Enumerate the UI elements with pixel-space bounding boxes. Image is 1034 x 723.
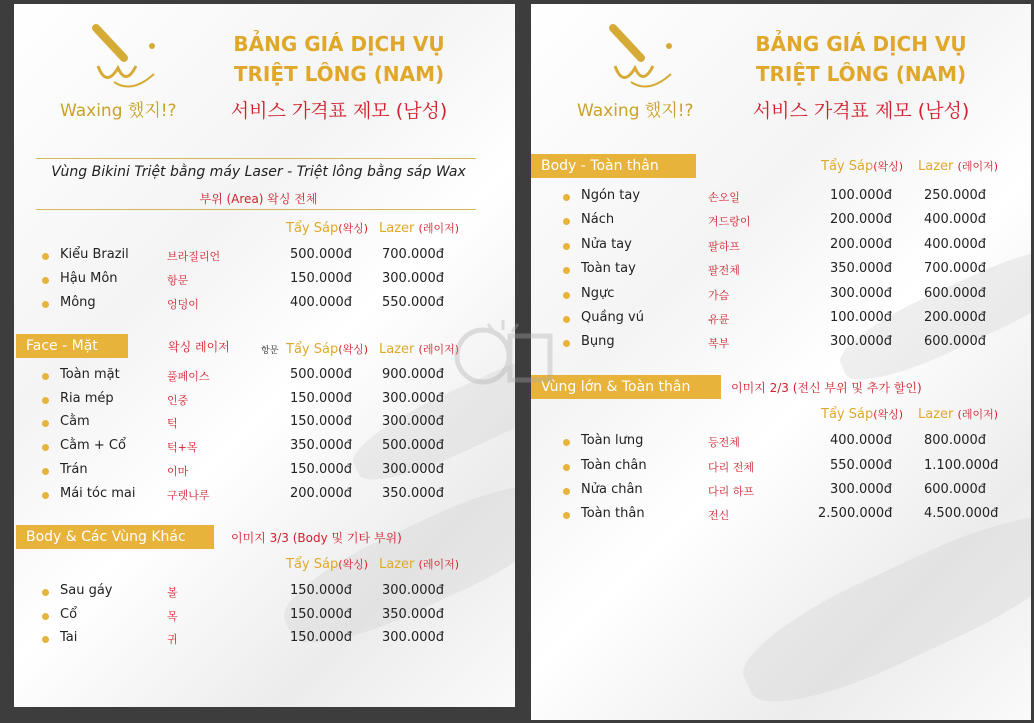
price-sheet-left <box>14 4 515 707</box>
list-item: Mái tóc mai 구렛나루 200.000đ 350.000đ <box>42 486 472 506</box>
list-item: Toàn mặt 풀페이스 500.000đ 900.000đ <box>42 367 472 387</box>
list-item: Ngón tay 손오일 100.000đ 250.000đ <box>563 188 1003 208</box>
list-item: Ria mép 인중 150.000đ 300.000đ <box>42 391 472 411</box>
laser-column-header: Lazer (레이저) <box>379 221 459 236</box>
page-subtitle: TRIỆT LÔNG (NAM) <box>755 62 967 86</box>
list-item: Trán 이마 150.000đ 300.000đ <box>42 462 472 482</box>
bullet-icon <box>42 613 49 620</box>
divider <box>36 158 476 159</box>
bullet-icon <box>42 301 49 308</box>
wax-spatula-icon <box>84 22 174 92</box>
list-item: Toàn thân 전신 2.500.000đ 4.500.000đ <box>563 506 1003 526</box>
logo <box>571 22 731 132</box>
bullet-icon <box>563 292 570 299</box>
logo-text: Waxing 했지!? <box>577 101 694 121</box>
bikini-title: Vùng Bikini Triệt bằng máy Laser - Triệt lông bằng sáp Wax <box>51 164 466 180</box>
bullet-icon <box>42 253 49 260</box>
face-extra-note: 항문 <box>261 346 279 356</box>
page-title-korean: 서비스 가격표 제모 (남성) <box>752 100 970 122</box>
list-item: Toàn lưng 등전체 400.000đ 800.000đ <box>563 433 1003 453</box>
bullet-icon <box>563 464 570 471</box>
page-title: BẢNG GIÁ DỊCH VỤ <box>233 32 445 56</box>
laser-column-header: Lazer (레이저) <box>379 557 459 572</box>
list-item: Ngực 가슴 300.000đ 600.000đ <box>563 286 1003 306</box>
bullet-icon <box>42 444 49 451</box>
bullet-icon <box>42 420 49 427</box>
section-body-band: Body - Toàn thân <box>531 154 696 178</box>
list-item: Nách 겨드랑이 200.000đ 400.000đ <box>563 212 1003 232</box>
list-item: Toàn tay 팔전체 350.000đ 700.000đ <box>563 261 1003 281</box>
bullet-icon <box>563 194 570 201</box>
bullet-icon <box>563 267 570 274</box>
section-face-band: Face - Mặt <box>16 334 128 358</box>
divider <box>36 209 476 210</box>
laser-column-header: Lazer (레이저) <box>379 342 459 357</box>
list-item: Mông 엉덩이 400.000đ 550.000đ <box>42 295 472 315</box>
wax-column-header: Tẩy Sáp(왁싱) <box>286 557 369 572</box>
laser-column-header: Lazer (레이저) <box>918 159 998 174</box>
wax-column-header: Tẩy Sáp(왁싱) <box>821 159 904 174</box>
list-item: Tai 귀 150.000đ 300.000đ <box>42 630 472 650</box>
large-note: 이미지 2/3 (전신 부위 및 추가 할인) <box>731 381 922 395</box>
bullet-icon <box>563 512 570 519</box>
page-title: BẢNG GIÁ DỊCH VỤ <box>755 32 967 56</box>
bullet-icon <box>42 636 49 643</box>
list-item: Nửa tay 팔하프 200.000đ 400.000đ <box>563 237 1003 257</box>
list-item: Cằm 턱 150.000đ 300.000đ <box>42 414 472 434</box>
list-item: Bụng 복부 300.000đ 600.000đ <box>563 334 1003 354</box>
section-large-band: Vùng lớn & Toàn thân <box>531 375 721 399</box>
face-note: 왁싱 레이저 <box>168 340 230 354</box>
bullet-icon <box>42 589 49 596</box>
list-item: Quầng vú 유륜 100.000đ 200.000đ <box>563 310 1003 330</box>
bikini-korean: 부위 (Area) 왁싱 전체 <box>199 192 318 206</box>
bullet-icon <box>563 218 570 225</box>
page-title-korean: 서비스 가격표 제모 (남성) <box>230 100 448 122</box>
wax-spatula-icon <box>601 22 691 92</box>
logo-text: Waxing 했지!? <box>60 101 177 121</box>
bullet-icon <box>563 243 570 250</box>
page-subtitle: TRIỆT LÔNG (NAM) <box>233 62 445 86</box>
bullet-icon <box>563 316 570 323</box>
bullet-icon <box>42 277 49 284</box>
body-other-note: 이미지 3/3 (Body 및 기타 부위) <box>231 531 402 545</box>
wax-column-header: Tẩy Sáp(왁싱) <box>286 221 369 236</box>
list-item: Nửa chân 다리 하프 300.000đ 600.000đ <box>563 482 1003 502</box>
price-sheet-right <box>531 4 1031 720</box>
bullet-icon <box>563 439 570 446</box>
list-item: Toàn chân 다리 전체 550.000đ 1.100.000đ <box>563 458 1003 478</box>
logo <box>54 22 214 132</box>
list-item: Cổ 목 150.000đ 350.000đ <box>42 607 472 627</box>
list-item: Sau gáy 볼 150.000đ 300.000đ <box>42 583 472 603</box>
bullet-icon <box>563 340 570 347</box>
bullet-icon <box>42 492 49 499</box>
bullet-icon <box>42 397 49 404</box>
list-item: Hậu Môn 항문 150.000đ 300.000đ <box>42 271 472 291</box>
wax-column-header: Tẩy Sáp(왁싱) <box>286 342 369 357</box>
wax-column-header: Tẩy Sáp(왁싱) <box>821 407 904 422</box>
laser-column-header: Lazer (레이저) <box>918 407 998 422</box>
watermark-icon <box>448 316 558 402</box>
section-body-other-band: Body & Các Vùng Khác <box>16 525 214 549</box>
bullet-icon <box>42 468 49 475</box>
list-item: Kiểu Brazil 브라질리언 500.000đ 700.000đ <box>42 247 472 267</box>
list-item: Cằm + Cổ 턱+목 350.000đ 500.000đ <box>42 438 472 458</box>
bullet-icon <box>563 488 570 495</box>
bullet-icon <box>42 373 49 380</box>
